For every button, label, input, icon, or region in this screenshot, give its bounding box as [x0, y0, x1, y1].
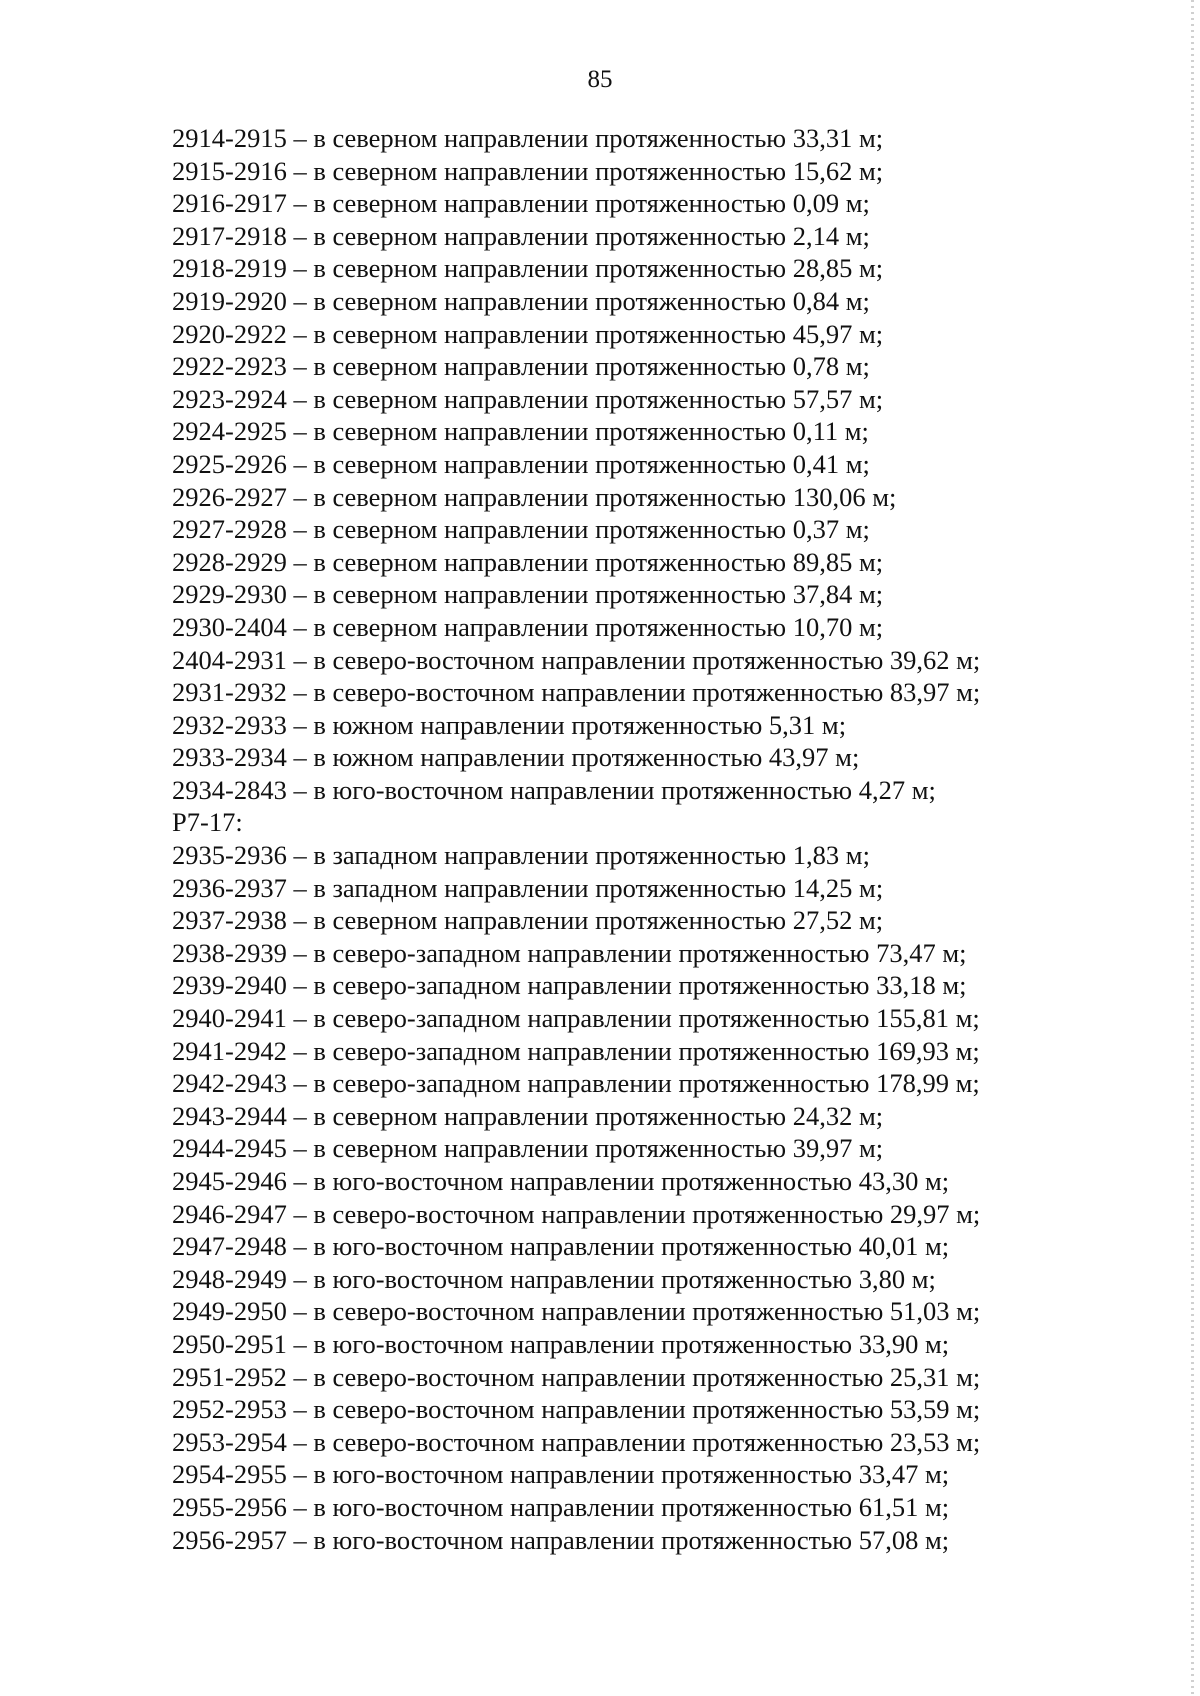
text-line: 2914-2915 – в северном направлении протяженностью 33,31 м; [172, 123, 884, 153]
text-line: 2948-2949 – в юго-восточном направлении протяженностью 3,80 м; [172, 1263, 936, 1294]
scan-edge-artifact [1191, 0, 1194, 1696]
page-number: 85 [587, 66, 613, 93]
text-line: 2943-2944 – в северном направлении протяженностью 24,32 м; [172, 1100, 884, 1131]
text-line: 2920-2922 – в северном направлении протяженностью 45,97 м; [172, 318, 884, 349]
text-line: 2938-2939 – в северо-западном направлении протяженностью 73,47 м; [172, 937, 967, 968]
text-line: 2952-2953 – в северо-восточном направлении протяженностью 53,59 м; [172, 1394, 981, 1425]
text-line: 2927-2928 – в северном направлении протяженностью 0,37 м; [172, 514, 870, 545]
text-line: 2940-2941 – в северо-западном направлении протяженностью 155,81 м; [172, 1003, 980, 1034]
text-line: 2918-2919 – в северном направлении протяженностью 28,85 м; [172, 253, 884, 284]
text-line: 2949-2950 – в северо-восточном направлении протяженностью 51,03 м; [172, 1296, 981, 1327]
text-line: 2935-2936 – в западном направлении протяженностью 1,83 м; [172, 840, 870, 871]
text-line: 2916-2917 – в северном направлении протяженностью 0,09 м; [172, 188, 870, 219]
text-line: 2922-2923 – в северном направлении протяженностью 0,78 м; [172, 351, 870, 382]
text-line: 2915-2916 – в северном направлении протяженностью 15,62 м; [172, 155, 884, 186]
text-line: 2936-2937 – в западном направлении протяженностью 14,25 м; [172, 872, 884, 903]
text-line: 2950-2951 – в юго-восточном направлении протяженностью 33,90 м; [172, 1328, 950, 1359]
text-line: 2404-2931 – в северо-восточном направлении протяженностью 39,62 м; [172, 644, 981, 675]
text-line: 2930-2404 – в северном направлении протяженностью 10,70 м; [172, 611, 884, 642]
text-line: 2931-2932 – в северо-восточном направлении протяженностью 83,97 м; [172, 677, 981, 708]
text-line: 2928-2929 – в северном направлении протяженностью 89,85 м; [172, 546, 884, 577]
text-line: 2937-2938 – в северном направлении протяженностью 27,52 м; [172, 905, 884, 936]
text-line: 2924-2925 – в северном направлении протяженностью 0,11 м; [172, 416, 869, 447]
text-line: 2925-2926 – в северном направлении протяженностью 0,41 м; [172, 448, 870, 479]
text-line: 2932-2933 – в южном направлении протяженностью 5,31 м; [172, 709, 847, 740]
text-line: 2954-2955 – в юго-восточном направлении протяженностью 33,47 м; [172, 1459, 950, 1490]
text-line: 2953-2954 – в северо-восточном направлении протяженностью 23,53 м; [172, 1426, 981, 1457]
text-line: 2923-2924 – в северном направлении протяженностью 57,57 м; [172, 383, 884, 414]
text-line: 2947-2948 – в юго-восточном направлении протяженностью 40,01 м; [172, 1231, 950, 1262]
text-line: 2942-2943 – в северо-западном направлении протяженностью 178,99 м; [172, 1068, 980, 1099]
text-line: 2939-2940 – в северо-западном направлении протяженностью 33,18 м; [172, 970, 967, 1001]
text-line: 2941-2942 – в северо-западном направлении протяженностью 169,93 м; [172, 1035, 980, 1066]
text-line: 2934-2843 – в юго-восточном направлении протяженностью 4,27 м; [172, 774, 936, 805]
document-body [172, 122, 1152, 1556]
text-line: 2955-2956 – в юго-восточном направлении протяженностью 61,51 м; [172, 1491, 950, 1522]
text-line: 2933-2934 – в южном направлении протяженностью 43,97 м; [172, 742, 860, 773]
text-line: 2946-2947 – в северо-восточном направлении протяженностью 29,97 м; [172, 1198, 981, 1229]
text-line: 2956-2957 – в юго-восточном направлении протяженностью 57,08 м; [172, 1524, 950, 1555]
section-heading: Р7-17: [172, 807, 243, 838]
text-line: 2929-2930 – в северном направлении протяженностью 37,84 м; [172, 579, 884, 610]
text-line: 2945-2946 – в юго-восточном направлении протяженностью 43,30 м; [172, 1166, 950, 1196]
text-line: 2917-2918 – в северном направлении протяженностью 2,14 м; [172, 220, 870, 251]
text-line: 2951-2952 – в северо-восточном направлении протяженностью 25,31 м; [172, 1361, 981, 1392]
text-line: 2926-2927 – в северном направлении протяженностью 130,06 м; [172, 481, 897, 512]
text-line: 2919-2920 – в северном направлении протяженностью 0,84 м; [172, 285, 870, 316]
text-line: 2944-2945 – в северном направлении протяженностью 39,97 м; [172, 1133, 884, 1164]
